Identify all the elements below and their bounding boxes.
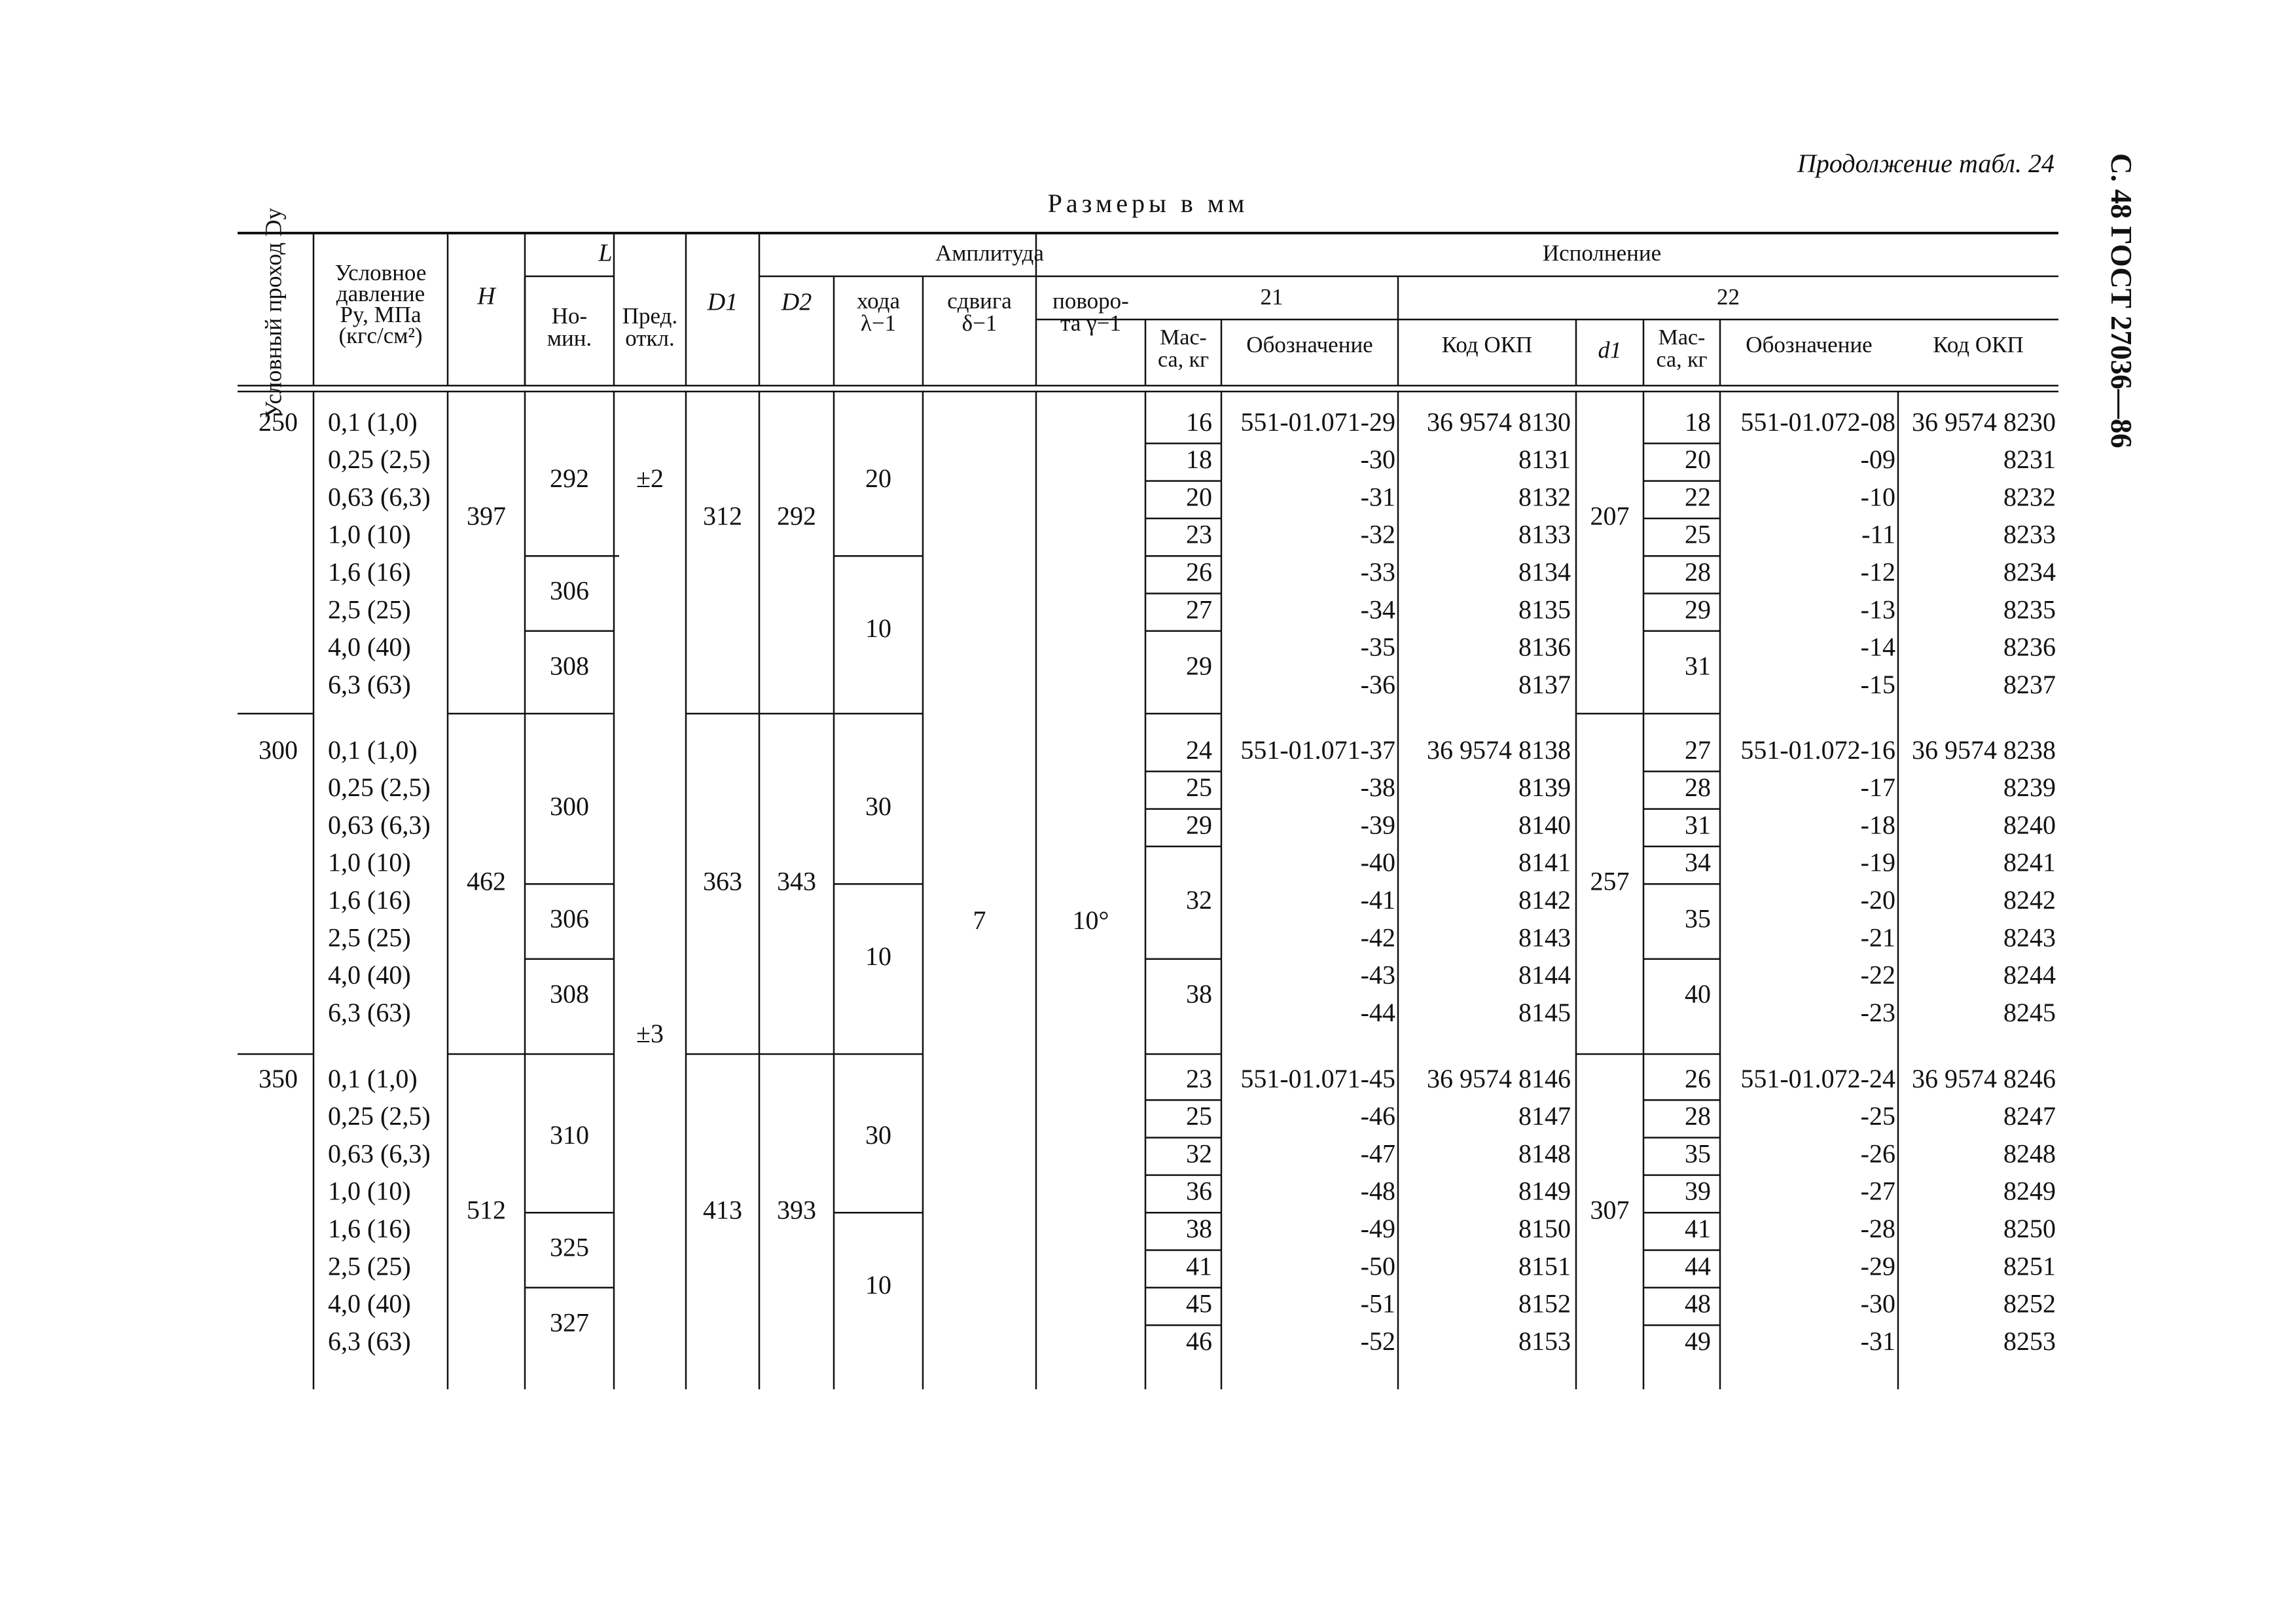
cell-l-tol: ±2	[636, 463, 664, 493]
cell-okp-21: 8137	[1518, 669, 1571, 699]
cell-mass-22: 44	[1685, 1251, 1711, 1281]
cell-designation-22: -27	[1860, 1176, 1895, 1206]
cell-d1: 312	[703, 501, 742, 531]
cell-designation-21: -50	[1360, 1251, 1395, 1281]
cell-mass-21: 38	[1186, 1214, 1212, 1244]
cell-mass-21: 29	[1186, 651, 1212, 681]
cell-okp-21: 8135	[1518, 594, 1571, 625]
cell-mass-21: 25	[1186, 773, 1212, 803]
cell-mass-21: 23	[1186, 1063, 1212, 1093]
cell-pressure: 0,63 (6,3)	[328, 810, 431, 840]
cell-okp-21: 8133	[1518, 519, 1571, 549]
header-dy: Условный проход Dy	[260, 208, 287, 418]
cell-l-nom: 306	[550, 575, 589, 606]
header-exec-22: 22	[1717, 284, 1740, 310]
cell-pressure: 0,1 (1,0)	[328, 735, 418, 765]
cell-pressure: 1,0 (10)	[328, 847, 411, 877]
header-rotation: та γ−1	[1060, 310, 1121, 337]
cell-pressure: 6,3 (63)	[328, 1326, 411, 1356]
header-l-nom: Но-	[551, 303, 588, 329]
cell-d1-small: 207	[1590, 501, 1630, 531]
cell-designation-21: -31	[1360, 482, 1395, 512]
cell-mass-22: 28	[1685, 557, 1711, 587]
cell-designation-22: -14	[1860, 632, 1895, 662]
cell-okp-21: 8132	[1518, 482, 1571, 512]
header-py: давление	[336, 281, 425, 307]
cell-designation-22: -15	[1860, 669, 1895, 699]
cell-mass-21: 23	[1186, 519, 1212, 549]
cell-designation-22: 551-01.072-08	[1740, 407, 1895, 437]
cell-designation-21: -47	[1360, 1139, 1395, 1169]
cell-designation-22: -22	[1860, 960, 1895, 990]
cell-mass-21: 29	[1186, 810, 1212, 840]
cell-l-nom: 300	[550, 791, 589, 821]
cell-okp-22: 36 9574 8238	[1912, 735, 2056, 765]
cell-pressure: 0,1 (1,0)	[328, 1063, 418, 1093]
header-designation-22: Обозначение	[1746, 332, 1873, 358]
cell-d1: 363	[703, 866, 742, 896]
cell-l-nom: 310	[550, 1120, 589, 1150]
cell-mass-22: 20	[1685, 445, 1711, 475]
cell-okp-22: 8235	[2003, 594, 2056, 625]
cell-designation-21: -38	[1360, 773, 1395, 803]
cell-mass-21: 45	[1186, 1288, 1212, 1319]
cell-mass-21: 41	[1186, 1251, 1212, 1281]
cell-l-nom: 308	[550, 979, 589, 1009]
cell-okp-21: 8148	[1518, 1139, 1571, 1169]
cell-designation-22: -28	[1860, 1214, 1895, 1244]
cell-designation-21: -33	[1360, 557, 1395, 587]
cell-pressure: 0,25 (2,5)	[328, 445, 431, 475]
cell-okp-22: 8253	[2003, 1326, 2056, 1356]
header-d1-small: d1	[1598, 337, 1622, 363]
cell-stroke: 10	[865, 941, 891, 971]
cell-designation-21: -34	[1360, 594, 1395, 625]
header-mass-22: са, кг	[1656, 347, 1708, 372]
header-py: Условное	[334, 260, 427, 286]
cell-okp-22: 8250	[2003, 1214, 2056, 1244]
cell-dy: 250	[259, 407, 298, 437]
header-mass-22: Мас-	[1658, 325, 1706, 350]
cell-h: 462	[467, 866, 506, 896]
cell-pressure: 1,6 (16)	[328, 885, 411, 915]
cell-designation-22: -09	[1860, 445, 1895, 475]
cell-okp-22: 8242	[2003, 885, 2056, 915]
cell-okp-21: 8150	[1518, 1214, 1571, 1244]
cell-okp-22: 8251	[2003, 1251, 2056, 1281]
cell-okp-22: 8243	[2003, 922, 2056, 953]
cell-d1: 413	[703, 1195, 742, 1225]
header-h: H	[477, 282, 495, 310]
cell-l-nom: 325	[550, 1232, 589, 1262]
cell-okp-22: 8249	[2003, 1176, 2056, 1206]
cell-okp-22: 36 9574 8246	[1912, 1063, 2056, 1093]
cell-mass-22: 22	[1685, 482, 1711, 512]
cell-designation-21: -49	[1360, 1214, 1395, 1244]
cell-pressure: 2,5 (25)	[328, 1251, 411, 1281]
cell-stroke: 30	[865, 791, 891, 821]
cell-mass-21: 32	[1186, 1139, 1212, 1169]
cell-designation-22: -20	[1860, 885, 1895, 915]
cell-designation-21: -32	[1360, 519, 1395, 549]
cell-mass-22: 18	[1685, 407, 1711, 437]
cell-designation-22: -29	[1860, 1251, 1895, 1281]
cell-mass-21: 32	[1186, 885, 1212, 915]
cell-okp-21: 8144	[1518, 960, 1571, 990]
header-stroke: хода	[856, 288, 901, 314]
cell-d1-small: 257	[1590, 866, 1630, 896]
cell-pressure: 0,63 (6,3)	[328, 1139, 431, 1169]
cell-rotation: 10°	[1072, 905, 1109, 936]
cell-designation-22: 551-01.072-24	[1740, 1063, 1895, 1093]
header-rotation: поворо-	[1052, 288, 1129, 314]
header-l: L	[598, 239, 613, 267]
cell-mass-22: 27	[1685, 735, 1711, 765]
header-l-nom: мин.	[547, 325, 592, 352]
cell-d1-small: 307	[1590, 1195, 1630, 1225]
cell-mass-22: 40	[1685, 979, 1711, 1009]
cell-designation-22: -10	[1860, 482, 1895, 512]
cell-mass-22: 26	[1685, 1063, 1711, 1093]
header-mass-21: са, кг	[1157, 347, 1210, 372]
cell-designation-21: -52	[1360, 1326, 1395, 1356]
cell-designation-21: -30	[1360, 445, 1395, 475]
header-execution: Исполнение	[1542, 240, 1662, 266]
cell-mass-22: 41	[1685, 1214, 1711, 1244]
cell-d2: 343	[777, 866, 816, 896]
cell-pressure: 2,5 (25)	[328, 922, 411, 953]
cell-designation-21: -35	[1360, 632, 1395, 662]
cell-okp-22: 8231	[2003, 445, 2056, 475]
header-amplitude: Амплитуда	[935, 240, 1044, 266]
header-okp-21: Код ОКП	[1441, 332, 1533, 358]
header-okp-22: Код ОКП	[1933, 332, 2024, 358]
cell-designation-21: -41	[1360, 885, 1395, 915]
cell-pressure: 0,25 (2,5)	[328, 1101, 431, 1131]
header-designation-21: Обозначение	[1246, 332, 1373, 358]
cell-designation-22: -11	[1861, 519, 1895, 549]
cell-dy: 350	[259, 1063, 298, 1093]
cell-mass-22: 39	[1685, 1176, 1711, 1206]
cell-shift: 7	[973, 905, 986, 936]
cell-designation-22: 551-01.072-16	[1740, 735, 1895, 765]
cell-designation-21: -39	[1360, 810, 1395, 840]
cell-mass-21: 24	[1186, 735, 1212, 765]
cell-stroke: 10	[865, 613, 891, 643]
cell-h: 512	[467, 1195, 506, 1225]
cell-mass-22: 48	[1685, 1288, 1711, 1319]
header-exec-21: 21	[1260, 284, 1283, 310]
cell-designation-22: -13	[1860, 594, 1895, 625]
cell-pressure: 0,63 (6,3)	[328, 482, 431, 512]
cell-okp-21: 8136	[1518, 632, 1571, 662]
cell-designation-22: -23	[1860, 997, 1895, 1027]
cell-okp-22: 8240	[2003, 810, 2056, 840]
cell-stroke: 30	[865, 1120, 891, 1150]
cell-mass-22: 28	[1685, 1101, 1711, 1131]
cell-designation-21: 551-01.071-37	[1240, 735, 1395, 765]
cell-designation-22: -12	[1860, 557, 1895, 587]
cell-okp-21: 36 9574 8130	[1427, 407, 1571, 437]
units-caption: Размеры в мм	[1047, 189, 1249, 218]
header-stroke: λ−1	[860, 310, 897, 337]
cell-okp-21: 8139	[1518, 773, 1571, 803]
cell-designation-21: -43	[1360, 960, 1395, 990]
cell-pressure: 6,3 (63)	[328, 669, 411, 699]
cell-okp-21: 8140	[1518, 810, 1571, 840]
cell-pressure: 1,0 (10)	[328, 519, 411, 549]
table-continuation-note: Продолжение табл. 24	[1797, 149, 2054, 178]
cell-l-nom: 292	[550, 463, 589, 493]
cell-okp-21: 8143	[1518, 922, 1571, 953]
cell-designation-22: -25	[1860, 1101, 1895, 1131]
cell-designation-21: -48	[1360, 1176, 1395, 1206]
cell-designation-21: 551-01.071-29	[1240, 407, 1395, 437]
cell-pressure: 0,25 (2,5)	[328, 773, 431, 803]
cell-mass-22: 28	[1685, 773, 1711, 803]
cell-okp-22: 8252	[2003, 1288, 2056, 1319]
cell-okp-21: 8151	[1518, 1251, 1571, 1281]
cell-okp-21: 36 9574 8146	[1427, 1063, 1571, 1093]
cell-mass-22: 49	[1685, 1326, 1711, 1356]
cell-pressure: 4,0 (40)	[328, 632, 411, 662]
cell-d2: 393	[777, 1195, 816, 1225]
cell-okp-21: 8152	[1518, 1288, 1571, 1319]
document-side-header: С. 48 ГОСТ 27036—86	[2105, 153, 2138, 448]
cell-designation-22: -19	[1860, 847, 1895, 877]
cell-okp-22: 8236	[2003, 632, 2056, 662]
cell-pressure: 4,0 (40)	[328, 1288, 411, 1319]
cell-designation-22: -26	[1860, 1139, 1895, 1169]
header-py: (кгс/см²)	[338, 323, 423, 349]
cell-okp-22: 36 9574 8230	[1912, 407, 2056, 437]
cell-pressure: 6,3 (63)	[328, 997, 411, 1027]
cell-mass-21: 18	[1186, 445, 1212, 475]
cell-okp-22: 8232	[2003, 482, 2056, 512]
header-shift: сдвига	[947, 288, 1012, 314]
cell-stroke: 20	[865, 463, 891, 493]
cell-okp-21: 36 9574 8138	[1427, 735, 1571, 765]
cell-pressure: 0,1 (1,0)	[328, 407, 418, 437]
cell-mass-21: 20	[1186, 482, 1212, 512]
cell-mass-22: 29	[1685, 594, 1711, 625]
cell-designation-21: -42	[1360, 922, 1395, 953]
cell-okp-22: 8234	[2003, 557, 2056, 587]
cell-mass-21: 26	[1186, 557, 1212, 587]
cell-mass-22: 31	[1685, 810, 1711, 840]
cell-pressure: 2,5 (25)	[328, 594, 411, 625]
cell-designation-21: -36	[1360, 669, 1395, 699]
cell-l-nom: 327	[550, 1307, 589, 1338]
cell-dy: 300	[259, 735, 298, 765]
cell-okp-21: 8145	[1518, 997, 1571, 1027]
header-d2: D2	[781, 288, 812, 316]
cell-okp-22: 8237	[2003, 669, 2056, 699]
cell-stroke: 10	[865, 1269, 891, 1300]
cell-pressure: 4,0 (40)	[328, 960, 411, 990]
cell-l-nom: 308	[550, 651, 589, 681]
cell-designation-22: -17	[1860, 773, 1895, 803]
cell-okp-22: 8241	[2003, 847, 2056, 877]
cell-pressure: 1,0 (10)	[328, 1176, 411, 1206]
cell-mass-21: 36	[1186, 1176, 1212, 1206]
cell-designation-22: -30	[1860, 1288, 1895, 1319]
cell-okp-21: 8134	[1518, 557, 1571, 587]
cell-l-nom: 306	[550, 903, 589, 934]
cell-okp-22: 8244	[2003, 960, 2056, 990]
header-shift: δ−1	[961, 310, 997, 337]
cell-mass-21: 25	[1186, 1101, 1212, 1131]
cell-okp-21: 8149	[1518, 1176, 1571, 1206]
cell-okp-21: 8141	[1518, 847, 1571, 877]
cell-mass-22: 34	[1685, 847, 1711, 877]
cell-designation-21: -46	[1360, 1101, 1395, 1131]
cell-mass-21: 46	[1186, 1326, 1212, 1356]
cell-mass-22: 25	[1685, 519, 1711, 549]
cell-okp-22: 8247	[2003, 1101, 2056, 1131]
header-l-tol: откл.	[625, 325, 675, 352]
cell-pressure: 1,6 (16)	[328, 557, 411, 587]
cell-h: 397	[467, 501, 506, 531]
cell-d2: 292	[777, 501, 816, 531]
cell-designation-21: 551-01.071-45	[1240, 1063, 1395, 1093]
header-l-tol: Пред.	[622, 303, 678, 329]
cell-okp-22: 8233	[2003, 519, 2056, 549]
cell-mass-21: 27	[1186, 594, 1212, 625]
cell-okp-22: 8248	[2003, 1139, 2056, 1169]
cell-designation-22: -21	[1860, 922, 1895, 953]
cell-okp-22: 8239	[2003, 773, 2056, 803]
cell-okp-21: 8131	[1518, 445, 1571, 475]
cell-l-tol: ±3	[636, 1019, 664, 1049]
cell-pressure: 1,6 (16)	[328, 1214, 411, 1244]
cell-mass-21: 16	[1186, 407, 1212, 437]
cell-designation-21: -51	[1360, 1288, 1395, 1319]
cell-okp-22: 8245	[2003, 997, 2056, 1027]
cell-mass-22: 35	[1685, 1139, 1711, 1169]
cell-okp-21: 8153	[1518, 1326, 1571, 1356]
cell-mass-21: 38	[1186, 979, 1212, 1009]
header-d1: D1	[707, 288, 738, 316]
cell-designation-21: -44	[1360, 997, 1395, 1027]
cell-designation-21: -40	[1360, 847, 1395, 877]
cell-okp-21: 8142	[1518, 885, 1571, 915]
cell-mass-22: 35	[1685, 903, 1711, 934]
cell-mass-22: 31	[1685, 651, 1711, 681]
cell-okp-21: 8147	[1518, 1101, 1571, 1131]
cell-designation-22: -18	[1860, 810, 1895, 840]
header-mass-21: Мас-	[1160, 325, 1207, 350]
cell-designation-22: -31	[1860, 1326, 1895, 1356]
header-py: Py, МПа	[340, 302, 422, 328]
